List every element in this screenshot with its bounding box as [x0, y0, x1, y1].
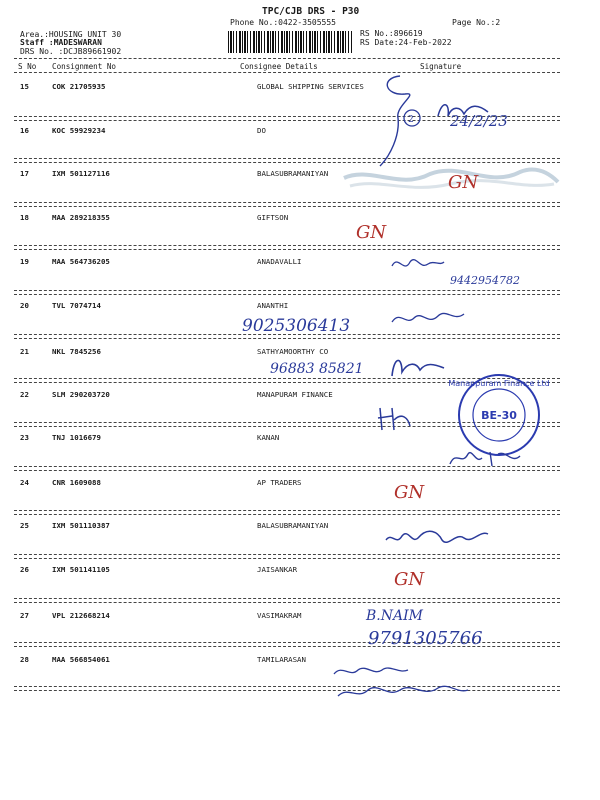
row-divider — [14, 294, 560, 295]
row-consignment: IXM 501110387 — [52, 521, 110, 530]
col-signature: Signature — [420, 62, 462, 71]
handwritten-mark-24: GN — [394, 482, 425, 503]
signature-19 — [388, 252, 448, 276]
phone-number: Phone No.:0422-3505555 — [230, 18, 336, 27]
signature-20 — [388, 304, 468, 332]
barcode — [228, 31, 352, 53]
handwritten-mark-18: GN — [356, 222, 387, 243]
row-consignment: MAA 289218355 — [52, 213, 110, 222]
drs-number: DRS No. :DCJB89661902 — [20, 47, 122, 56]
row-sno: 26 — [20, 565, 29, 574]
row-divider — [14, 338, 560, 339]
row-consignment: KOC 59929234 — [52, 126, 106, 135]
row-consignment: NKL 7845256 — [52, 347, 101, 356]
signature-23 — [446, 444, 526, 470]
row-sno: 23 — [20, 433, 29, 442]
row-consignee: TAMILARASAN — [257, 655, 306, 664]
handwritten-date: 24/2/23 — [450, 112, 508, 130]
row-consignee: GLOBAL SHIPPING SERVICES — [257, 82, 364, 91]
row-sno: 16 — [20, 126, 29, 135]
row-sno: 25 — [20, 521, 29, 530]
row-consignment: IXM 501141105 — [52, 565, 110, 574]
row-divider — [14, 690, 560, 691]
row-sno: 18 — [20, 213, 29, 222]
row-consignee: GIFTSON — [257, 213, 289, 222]
sheet-title: TPC/CJB DRS - P30 — [262, 6, 360, 17]
row-sno: 17 — [20, 169, 29, 178]
handwritten-mark-26: GN — [394, 569, 425, 590]
row-consignee: BALASUBRAMANIYAN — [257, 169, 329, 178]
row-divider — [14, 290, 560, 291]
row-divider — [14, 510, 560, 511]
row-consignment: MAA 564736205 — [52, 257, 110, 266]
handwritten-phone-27: 9791305766 — [368, 628, 483, 649]
table-row — [0, 213, 600, 257]
row-divider — [14, 598, 560, 599]
row-sno: 24 — [20, 478, 29, 487]
row-divider — [14, 249, 560, 250]
row-divider — [14, 686, 560, 687]
table-row — [0, 611, 600, 655]
row-sno: 20 — [20, 301, 29, 310]
row-sno: 22 — [20, 390, 29, 399]
row-consignee: MANAPURAM FINANCE — [257, 390, 333, 399]
handwritten-phone-20: 9025306413 — [242, 316, 351, 336]
row-consignee: JAISANKAR — [257, 565, 298, 574]
row-divider — [14, 554, 560, 555]
row-sno: 15 — [20, 82, 29, 91]
signature-28 — [328, 660, 478, 706]
rs-date: RS Date:24-Feb-2022 — [360, 38, 452, 47]
staff-label: Staff :MADESWARAN — [20, 38, 102, 47]
row-consignee: AP TRADERS — [257, 478, 302, 487]
signature-25 — [382, 522, 492, 552]
row-consignment: VPL 212668214 — [52, 611, 110, 620]
row-consignee: DO — [257, 126, 266, 135]
table-row — [0, 655, 600, 699]
row-sno: 21 — [20, 347, 29, 356]
row-consignment: IXM 501127116 — [52, 169, 110, 178]
handwritten-name-27: B.NAIM — [366, 608, 423, 624]
row-divider — [14, 245, 560, 246]
row-divider — [14, 202, 560, 203]
row-divider — [14, 206, 560, 207]
page-number: Page No.:2 — [452, 18, 501, 27]
row-sno: 19 — [20, 257, 29, 266]
col-sno: S No — [18, 62, 37, 71]
row-consignee: BALASUBRAMANIYAN — [257, 521, 329, 530]
row-consignee: SATHYAMOORTHY CO — [257, 347, 329, 356]
row-consignment: SLM 290203720 — [52, 390, 110, 399]
row-consignment: CNR 1609088 — [52, 478, 101, 487]
signature-21 — [388, 352, 448, 382]
row-sno: 27 — [20, 611, 29, 620]
svg-text:2: 2 — [408, 115, 414, 125]
handwritten-phone-19: 9442954782 — [450, 274, 520, 287]
signature-22 — [374, 404, 414, 434]
col-consignee: Consignee Details — [240, 62, 318, 71]
row-consignee: VASIMAKRAM — [257, 611, 302, 620]
area-label: Area.:HOUSING UNIT 30 — [20, 30, 122, 39]
row-divider — [14, 602, 560, 603]
rs-number: RS No.:896619 — [360, 29, 423, 38]
handwritten-phone-21: 96883 85821 — [270, 361, 364, 377]
seal-text: Manappuram Finance Ltd — [448, 379, 550, 388]
row-divider — [14, 514, 560, 515]
row-consignee: ANADAVALLI — [257, 257, 302, 266]
col-consignment: Consignment No — [52, 62, 117, 71]
table-row — [0, 478, 600, 522]
row-sno: 28 — [20, 655, 29, 664]
row-consignment: MAA 566854061 — [52, 655, 110, 664]
row-consignment: TNJ 1016679 — [52, 433, 101, 442]
seal-code: BE-30 — [481, 409, 517, 422]
row-consignment: COK 21705935 — [52, 82, 106, 91]
row-consignee: ANANTHI — [257, 301, 289, 310]
row-divider — [14, 470, 560, 471]
header-divider — [14, 58, 560, 59]
handwritten-mark-17: GN — [448, 172, 479, 193]
row-consignment: TVL 7074714 — [52, 301, 101, 310]
row-divider — [14, 558, 560, 559]
row-consignee: KANAN — [257, 433, 280, 442]
